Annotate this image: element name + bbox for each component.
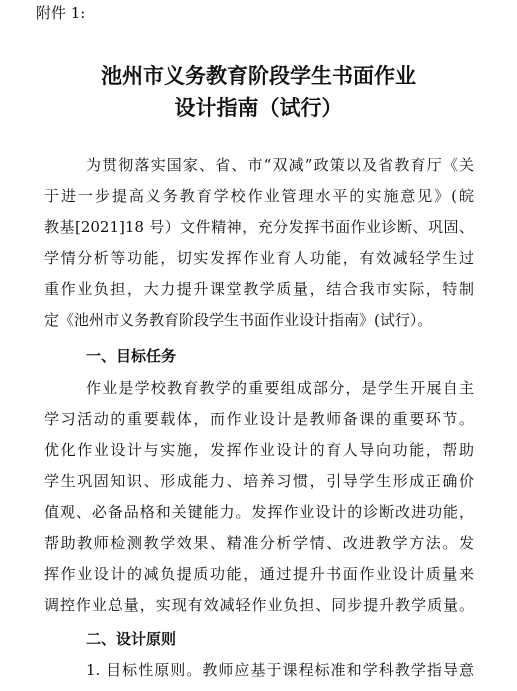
intro-line: 学情分析等功能，切实发挥作业育人功能，有效减轻学生过 bbox=[44, 249, 474, 267]
intro-line: 重作业负担，大力提升课堂教学质量，结合我市实际，特制 bbox=[44, 280, 474, 298]
section1-line: 调控作业总量，实现有效减轻作业负担、同步提升教学质量。 bbox=[44, 596, 474, 614]
section1-line: 优化作业设计与实施，发挥作业设计的育人导向功能，帮助 bbox=[44, 441, 474, 459]
intro-line: 于进一步提高义务教育学校作业管理水平的实施意见》(皖 bbox=[44, 187, 474, 205]
document-title-line-1: 池州市义务教育阶段学生书面作业 bbox=[101, 64, 416, 88]
section1-line: 学生巩固知识、形成能力、培养习惯，引导学生形成正确价 bbox=[44, 472, 474, 490]
section2-line: 1. 目标性原则。教师应基于课程标准和学科教学指导意 bbox=[86, 661, 474, 679]
section1-line: 值观、必备品格和关键能力。发挥作业设计的诊断改进功能， bbox=[44, 503, 474, 521]
section-heading-principles: 二、设计原则 bbox=[86, 630, 177, 648]
intro-line: 为贯彻落实国家、省、市“双减”政策以及省教育厅《关 bbox=[86, 156, 474, 174]
section-heading-goals: 一、目标任务 bbox=[86, 347, 177, 365]
section1-line: 作业是学校教育教学的重要组成部分，是学生开展自主 bbox=[86, 379, 474, 397]
intro-line: 教基[2021]18 号）文件精神，充分发挥书面作业诊断、巩固、 bbox=[44, 218, 474, 236]
intro-line: 定《池州市义务教育阶段学生书面作业设计指南》(试行）。 bbox=[44, 311, 433, 329]
document-title-line-2: 设计指南（试行） bbox=[174, 96, 343, 120]
attachment-label: 附件 1: bbox=[36, 4, 86, 22]
section1-line: 学习活动的重要载体，而作业设计是教师备课的重要环节。 bbox=[44, 410, 474, 428]
section1-line: 帮助教师检测教学效果、精准分析学情、改进教学方法。发 bbox=[44, 534, 474, 552]
section1-line: 挥作业设计的减负提质功能，通过提升书面作业设计质量来 bbox=[44, 565, 474, 583]
